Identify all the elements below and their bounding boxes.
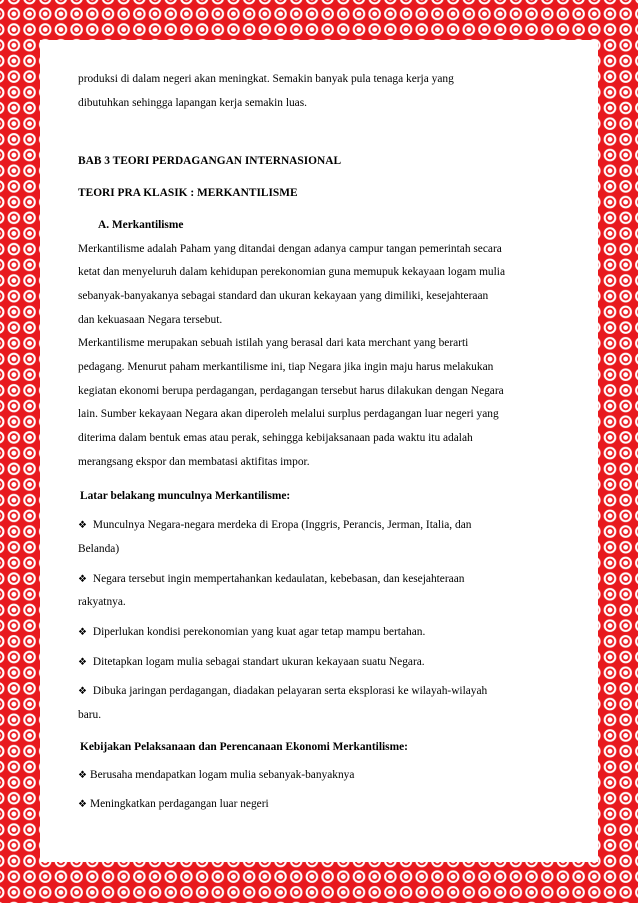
para1-line: dan kekuasaan Negara tersebut. <box>78 313 223 326</box>
diamond-bullet-icon: ❖ <box>78 627 87 639</box>
para1-line: sebanyak-banyakanya sebagai standard dan ukuran kekayaan yang dimiliki, kesejahteraan <box>78 289 489 302</box>
kebijakan-list <box>78 764 598 817</box>
list-item <box>78 680 598 727</box>
list-item <box>78 651 598 675</box>
list-item-text: Ditetapkan logam mulia sebagai standart ukuran kekayaan suatu Negara. <box>92 655 425 668</box>
diamond-bullet-icon: ❖ <box>78 656 87 668</box>
document-content <box>40 40 598 862</box>
list-item <box>78 793 598 817</box>
list-item-text: Negara tersebut ingin mempertahankan kedaulatan, kebebasan, dan kesejahteraan <box>92 572 465 585</box>
diamond-bullet-icon: ❖ <box>78 520 87 532</box>
list-item-text: Belanda) <box>78 542 120 555</box>
latar-list <box>78 514 598 728</box>
list-item <box>78 514 598 561</box>
para2-line: lain. Sumber kekayaan Negara akan diperoleh melalui surplus perdagangan luar negeri yang <box>78 408 499 421</box>
para2-line: pedagang. Menurut paham merkantilisme ini, tiap Negara jika ingin maju harus melakukan <box>78 361 494 374</box>
para2-line: kegiatan ekonomi berupa perdagangan, perdagangan tersebut harus dilakukan dengan Negara <box>78 384 504 397</box>
diamond-bullet-icon: ❖ <box>78 799 87 811</box>
list-item-text: Munculnya Negara-negara merdeka di Eropa (Inggris, Perancis, Jerman, Italia, dan <box>92 519 472 532</box>
latar-heading: Latar belakang munculnya Merkantilisme: <box>80 489 291 502</box>
list-item-text: Diperlukan kondisi perekonomian yang kuat agar tetap mampu bertahan. <box>92 626 426 639</box>
section-subtitle: TEORI PRA KLASIK : MERKANTILISME <box>78 187 298 200</box>
list-item-text: baru. <box>78 709 102 722</box>
list-item <box>78 621 598 645</box>
intro-line-1: produksi di dalam negeri akan meningkat. Semakin banyak pula tenaga kerja yang <box>78 73 454 85</box>
kebijakan-heading: Kebijakan Pelaksanaan dan Perencanaan Ekonomi Merkantilisme: <box>80 740 408 753</box>
diamond-bullet-icon: ❖ <box>78 769 87 781</box>
list-item <box>78 764 598 788</box>
para1-line: ketat dan menyeluruh dalam kehidupan perekonomian guna memupuk kekayaan logam mulia <box>78 266 506 279</box>
chapter-title: BAB 3 TEORI PERDAGANGAN INTERNASIONAL <box>78 155 342 168</box>
para2-line: merangsang ekspor dan membatasi aktifitas impor. <box>78 455 310 468</box>
para2-line: diterima dalam bentuk emas atau perak, sehingga kebijaksanaan pada waktu itu adalah <box>78 432 473 445</box>
diamond-bullet-icon: ❖ <box>78 573 87 585</box>
list-item-text: Meningkatkan perdagangan luar negeri <box>90 798 269 811</box>
list-item-text: Berusaha mendapatkan logam mulia sebanyak-banyaknya <box>90 768 355 781</box>
section-a-heading: A. Merkantilisme <box>98 218 184 231</box>
para1-line: Merkantilisme adalah Paham yang ditandai dengan adanya campur tangan pemerintah secara <box>78 242 502 255</box>
list-item-text: Dibuka jaringan perdagangan, diadakan pelayaran serta eksplorasi ke wilayah-wilayah <box>92 685 488 698</box>
list-item <box>78 568 598 615</box>
intro-line-2: dibutuhkan sehingga lapangan kerja semakin luas. <box>78 96 308 109</box>
diamond-bullet-icon: ❖ <box>78 686 87 698</box>
list-item-text: rakyatnya. <box>78 596 126 609</box>
para2-line: Merkantilisme merupakan sebuah istilah yang berasal dari kata merchant yang berarti <box>78 337 469 350</box>
